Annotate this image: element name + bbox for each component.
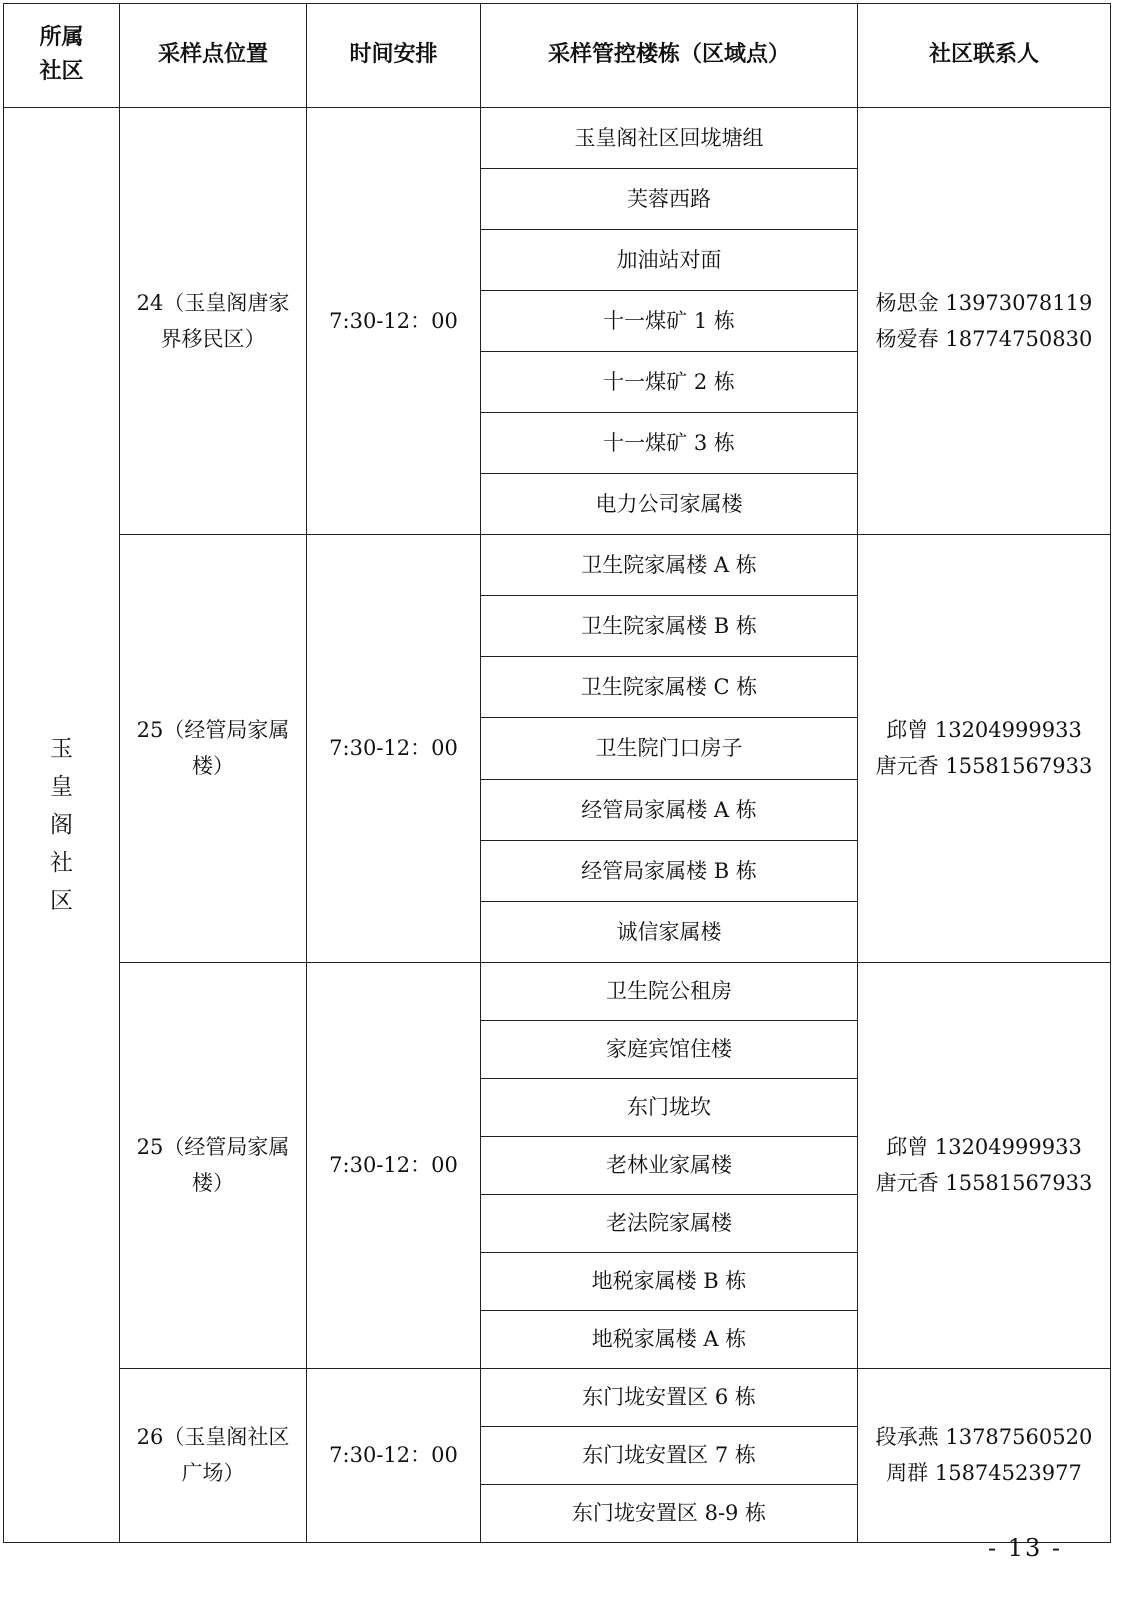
header-time: 时间安排 bbox=[307, 4, 481, 108]
header-site: 采样点位置 bbox=[120, 4, 307, 108]
building-cell: 十一煤矿 2 栋 bbox=[481, 352, 858, 413]
building-cell: 加油站对面 bbox=[481, 229, 858, 290]
building-cell: 诚信家属楼 bbox=[481, 901, 858, 962]
site-cell: 25（经管局家属楼） bbox=[120, 535, 307, 962]
contact-line: 唐元香 15581567933 bbox=[875, 754, 1093, 779]
contact-line: 周群 15874523977 bbox=[886, 1461, 1082, 1486]
building-cell: 芙蓉西路 bbox=[481, 168, 858, 229]
sampling-schedule-table bbox=[3, 3, 1111, 1543]
building-cell: 东门垅坎 bbox=[481, 1078, 858, 1136]
site-cell: 26（玉皇阁社区广场） bbox=[120, 1368, 307, 1542]
table-row bbox=[4, 1368, 1111, 1426]
contact-line: 杨思金 13973078119 bbox=[875, 291, 1093, 316]
building-cell: 家庭宾馆住楼 bbox=[481, 1020, 858, 1078]
time-cell: 7:30-12：00 bbox=[307, 1368, 481, 1542]
contact-cell bbox=[858, 107, 1111, 534]
building-cell: 地税家属楼 A 栋 bbox=[481, 1310, 858, 1368]
contact-line: 唐元香 15581567933 bbox=[875, 1171, 1093, 1196]
contact-cell bbox=[858, 962, 1111, 1368]
building-cell: 经管局家属楼 B 栋 bbox=[481, 840, 858, 901]
contact-line: 邱曾 13204999933 bbox=[886, 1135, 1082, 1160]
header-community: 所属社区 bbox=[4, 4, 120, 108]
building-cell: 卫生院门口房子 bbox=[481, 718, 858, 779]
building-cell: 卫生院公租房 bbox=[481, 962, 858, 1020]
table-row bbox=[4, 535, 1111, 596]
contact-line: 段承燕 13787560520 bbox=[875, 1425, 1093, 1450]
contact-line: 邱曾 13204999933 bbox=[886, 718, 1082, 743]
contact-line: 杨爱春 18774750830 bbox=[875, 327, 1093, 352]
building-cell: 东门垅安置区 8-9 栋 bbox=[481, 1484, 858, 1542]
building-cell: 十一煤矿 3 栋 bbox=[481, 413, 858, 474]
building-cell: 玉皇阁社区回垅塘组 bbox=[481, 107, 858, 168]
community-cell bbox=[4, 107, 120, 1542]
building-cell: 十一煤矿 1 栋 bbox=[481, 291, 858, 352]
table-row bbox=[4, 107, 1111, 168]
site-cell: 25（经管局家属楼） bbox=[120, 962, 307, 1368]
header-row bbox=[4, 4, 1111, 108]
building-cell: 东门垅安置区 6 栋 bbox=[481, 1368, 858, 1426]
community-name: 玉皇阁社区 bbox=[50, 735, 73, 914]
building-cell: 卫生院家属楼 B 栋 bbox=[481, 596, 858, 657]
building-cell: 老法院家属楼 bbox=[481, 1194, 858, 1252]
building-cell: 东门垅安置区 7 栋 bbox=[481, 1426, 858, 1484]
building-cell: 地税家属楼 B 栋 bbox=[481, 1252, 858, 1310]
contact-cell bbox=[858, 1368, 1111, 1542]
table-row bbox=[4, 962, 1111, 1020]
building-cell: 经管局家属楼 A 栋 bbox=[481, 779, 858, 840]
page-number: - 13 - bbox=[987, 1534, 1062, 1562]
site-cell: 24（玉皇阁唐家界移民区） bbox=[120, 107, 307, 534]
building-cell: 卫生院家属楼 A 栋 bbox=[481, 535, 858, 596]
contact-cell bbox=[858, 535, 1111, 962]
time-cell: 7:30-12：00 bbox=[307, 107, 481, 534]
header-buildings: 采样管控楼栋（区域点） bbox=[481, 4, 858, 108]
building-cell: 老林业家属楼 bbox=[481, 1136, 858, 1194]
time-cell: 7:30-12：00 bbox=[307, 962, 481, 1368]
header-contact: 社区联系人 bbox=[858, 4, 1111, 108]
table-body bbox=[4, 4, 1111, 1543]
time-cell: 7:30-12：00 bbox=[307, 535, 481, 962]
building-cell: 卫生院家属楼 C 栋 bbox=[481, 657, 858, 718]
building-cell: 电力公司家属楼 bbox=[481, 474, 858, 535]
